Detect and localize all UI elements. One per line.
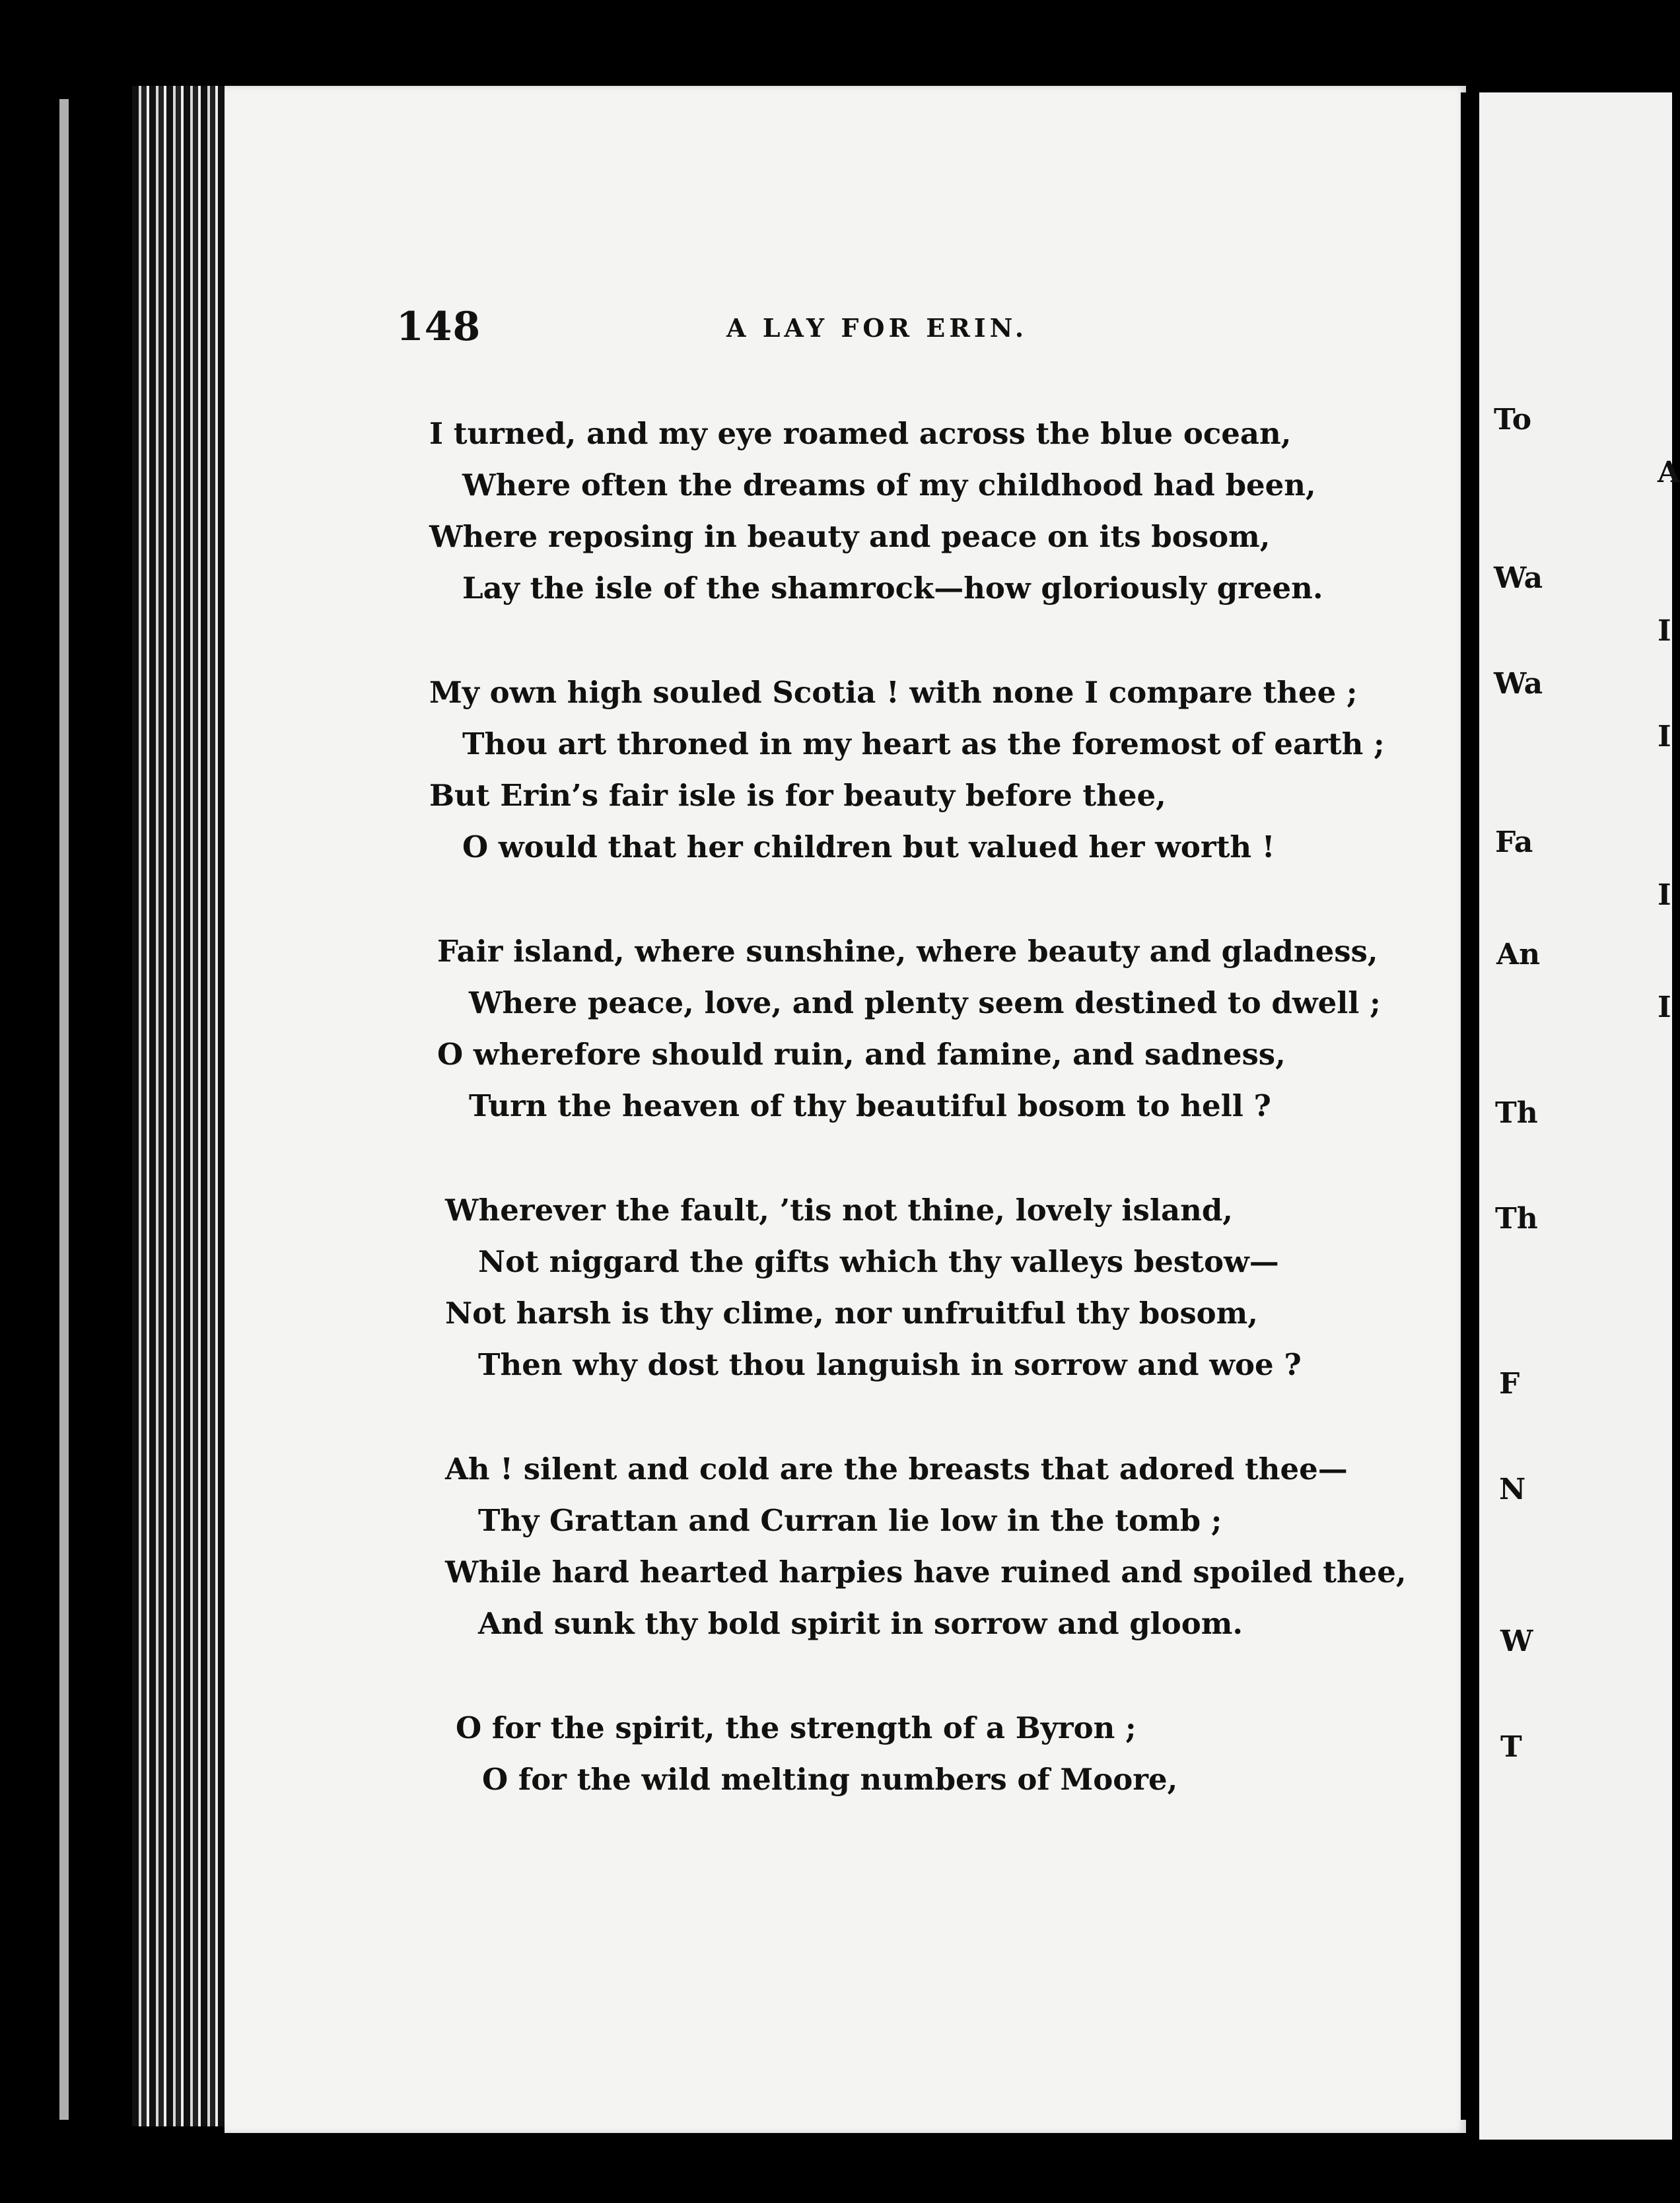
poem-line: O would that her children but valued her worth ! [462,829,1275,864]
page-number: 148 [396,304,481,350]
poem-body [429,408,1420,1858]
right-page-fragment: Th [1495,1202,1538,1236]
running-head: A LAY FOR ERIN. [726,313,1028,343]
poem-line: While hard hearted harpies have ruined and spoiled thee, [445,1555,1407,1590]
right-page-fragment: I [1658,991,1671,1024]
right-page-fragment: W [1500,1625,1533,1658]
right-page-fragment: Wa [1494,561,1543,595]
stanza [429,667,1420,873]
right-page-fragment: Th [1495,1096,1538,1130]
stacked-page-edges [132,86,231,2126]
right-page-fragment: I [1658,878,1671,912]
book-edge-shadow [59,99,69,2120]
poem-line: My own high souled Scotia ! with none I compare thee ; [429,675,1358,710]
poem-line: Then why dost thou languish in sorrow and woe ? [478,1347,1302,1382]
right-page-fragment: N [1499,1473,1526,1506]
right-page-fragment: A [1658,456,1680,489]
stanza [429,926,1420,1132]
poem-line: O for the spirit, the strength of a Byron ; [456,1710,1137,1745]
poem-line: Thy Grattan and Curran lie low in the tomb ; [478,1503,1222,1538]
poem-line: I turned, and my eye roamed across the blue ocean, [429,416,1292,451]
poem-line: Turn the heaven of thy beautiful bosom to hell ? [469,1088,1271,1123]
poem-line: Not harsh is thy clime, nor unfruitful thy bosom, [445,1296,1258,1331]
poem-line: Wherever the fault, ’tis not thine, lovely island, [445,1193,1233,1228]
poem-line: O for the wild melting numbers of Moore, [482,1762,1178,1797]
right-page-fragment: Fa [1495,825,1533,859]
page-header [396,304,1057,357]
stanza [429,1185,1420,1391]
poem-line: Where reposing in beauty and peace on its bosom, [429,519,1271,554]
poem-line: And sunk thy bold spirit in sorrow and gloom. [478,1606,1243,1641]
right-page-fragment: I [1658,614,1671,648]
right-page-fragment: F [1499,1367,1520,1401]
poem-line: Fair island, where sunshine, where beauty and gladness, [437,934,1378,969]
poem-line: Thou art throned in my heart as the foremost of earth ; [462,726,1385,761]
poem-line: But Erin’s fair isle is for beauty before thee, [429,778,1166,813]
right-page [1479,92,1680,2140]
stanza [429,1444,1420,1650]
right-page-fragment: T [1500,1730,1522,1764]
stanza [429,1702,1420,1805]
right-page-fragment: I [1658,720,1671,753]
poem-line: Where often the dreams of my childhood had been, [462,468,1316,503]
right-page-fragment: An [1496,938,1541,971]
poem-line: Ah ! silent and cold are the breasts that adored thee— [445,1451,1348,1486]
poem-line: Not niggard the gifts which thy valleys bestow— [478,1244,1279,1279]
poem-line: O wherefore should ruin, and famine, and sadness, [437,1037,1286,1072]
stanza [429,408,1420,614]
book-gutter [1461,92,1481,2120]
right-page-fragments [1479,92,1680,2140]
poem-line: Lay the isle of the shamrock—how gloriously green. [462,571,1323,606]
right-page-fragment: Wa [1494,667,1543,701]
right-page-fragment: To [1494,403,1532,437]
poem-line: Where peace, love, and plenty seem destined to dwell ; [469,985,1381,1020]
